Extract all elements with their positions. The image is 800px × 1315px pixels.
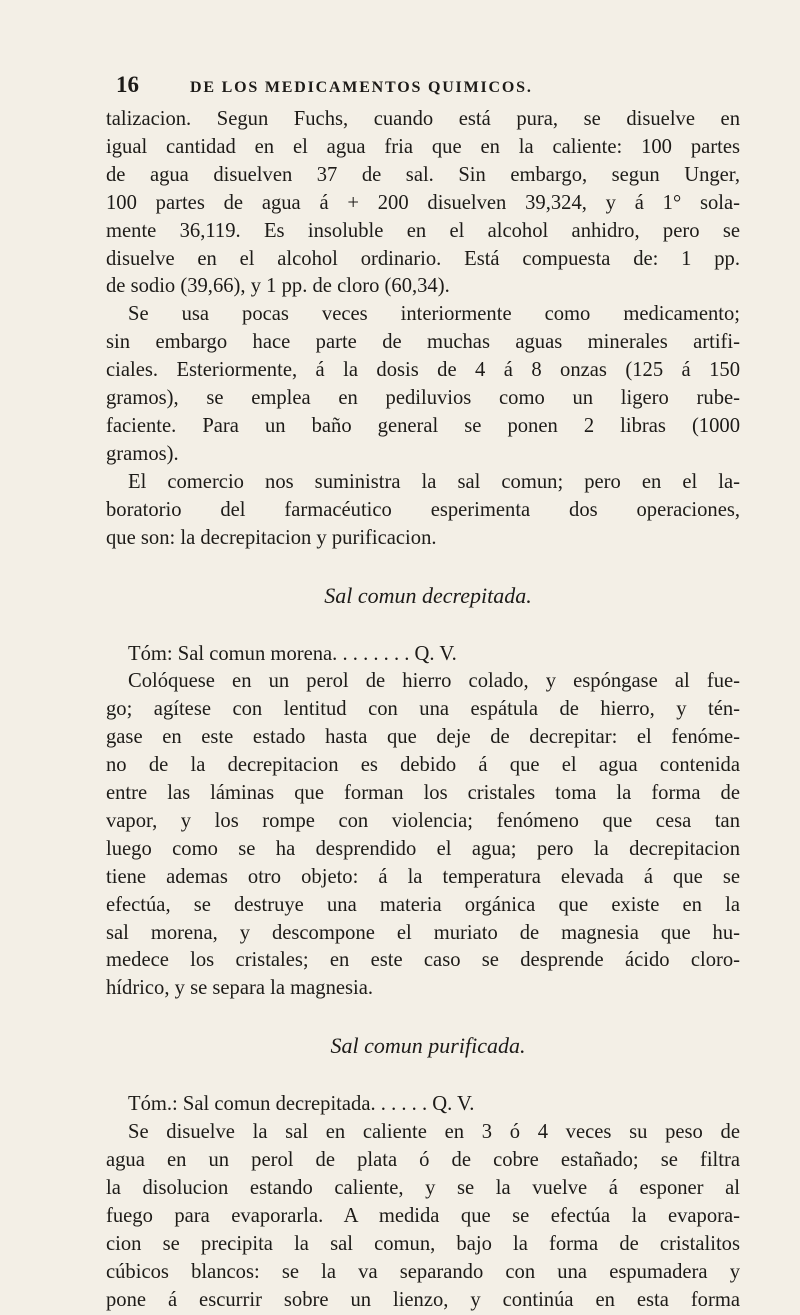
text-line: Colóquese en un perol de hierro colado, y espóngase al fue- <box>128 670 740 693</box>
text-line: gase en este estado hasta que deje de decrepitar: el fenóme- <box>106 726 740 749</box>
text-line: efectúa, se destruye una materia orgánica que existe en la <box>106 893 740 916</box>
text-line: ciales. Esteriormente, á la dosis de 4 á 8 onzas (125 á 150 <box>106 359 740 382</box>
text-line: tiene ademas otro objeto: á la temperatura elevada á que se <box>106 865 740 888</box>
paragraph-uses <box>106 301 740 468</box>
text-line: boratorio del farmacéutico esperimenta dos operaciones, <box>106 498 740 521</box>
text-line: faciente. Para un baño general se ponen 2 libras (1000 <box>106 414 740 437</box>
text-line: Se disuelve la sal en caliente en 3 ó 4 veces su peso de <box>128 1121 740 1144</box>
running-head <box>106 72 740 104</box>
text-line: cúbicos blancos: se la va separando con una espumadera y <box>106 1260 740 1283</box>
text-line: 100 partes de agua á + 200 disuelven 39,324, y á 1° sola- <box>106 191 740 214</box>
text-line: go; agítese con lentitud con una espátula de hierro, y tén- <box>106 698 740 721</box>
section-heading-purificada: Sal comun purificada. <box>330 1033 526 1059</box>
text-line: mente 36,119. Es insoluble en el alcohol anhidro, pero se <box>106 219 740 242</box>
text-line: gramos). <box>106 442 179 465</box>
formula-purificada: Tóm.: Sal comun decrepitada. . . . . . Q. V. <box>128 1093 475 1116</box>
running-title: DE LOS MEDICAMENTOS QUIMICOS. <box>190 79 533 96</box>
paragraph-decrepitation <box>106 668 740 1003</box>
text-line: Se usa pocas veces interiormente como medicamento; <box>128 303 740 326</box>
text-line: de sodio (39,66), y 1 pp. de cloro (60,34). <box>106 275 450 298</box>
paragraph-commerce <box>106 469 740 553</box>
text-line: de agua disuelven 37 de sal. Sin embargo, segun Unger, <box>106 163 740 186</box>
text-line: sal morena, y descompone el muriato de magnesia que hu- <box>106 921 740 944</box>
text-line: disuelve en el alcohol ordinario. Está compuesta de: 1 pp. <box>106 247 740 270</box>
formula-decrepitada: Tóm: Sal comun morena. . . . . . . . Q. V. <box>128 642 457 665</box>
text-line: igual cantidad en el agua fria que en la caliente: 100 partes <box>106 135 740 158</box>
paragraph-solubility <box>106 106 740 301</box>
text-line: hídrico, y se separa la magnesia. <box>106 977 374 1000</box>
text-line: fuego para evaporarla. A medida que se efectúa la evapora- <box>106 1204 740 1227</box>
text-line: gramos), se emplea en pediluvios como un ligero rube- <box>106 387 740 410</box>
text-line: El comercio nos suministra la sal comun; pero en el la- <box>128 470 740 493</box>
text-line: sin embargo hace parte de muchas aguas minerales artifi- <box>106 331 740 354</box>
text-line: pone á escurrir sobre un lienzo, y continúa en esta forma <box>106 1288 740 1311</box>
text-line: que son: la decrepitacion y purificacion. <box>106 526 437 549</box>
text-line: talizacion. Segun Fuchs, cuando está pura, se disuelve en <box>106 108 740 130</box>
text-line: medece los cristales; en este caso se desprende ácido cloro- <box>106 949 740 972</box>
text-line: agua en un perol de plata ó de cobre estañado; se filtra <box>106 1149 740 1172</box>
text-line: no de la decrepitacion es debido á que el agua contenida <box>106 754 740 777</box>
text-line: cion se precipita la sal comun, bajo la forma de cristalitos <box>106 1232 740 1255</box>
section-heading-decrepitada: Sal comun decrepitada. <box>324 582 532 608</box>
page-number: 16 <box>116 72 139 97</box>
text-line: luego como se ha desprendido el agua; pero la decrepitacion <box>106 837 740 860</box>
text-line: la disolucion estando caliente, y se la vuelve á esponer al <box>106 1177 740 1199</box>
text-line: entre las láminas que forman los cristales toma la forma de <box>106 782 740 805</box>
paragraph-purification <box>106 1119 740 1314</box>
text-line: vapor, y los rompe con violencia; fenómeno que cesa tan <box>106 809 740 832</box>
